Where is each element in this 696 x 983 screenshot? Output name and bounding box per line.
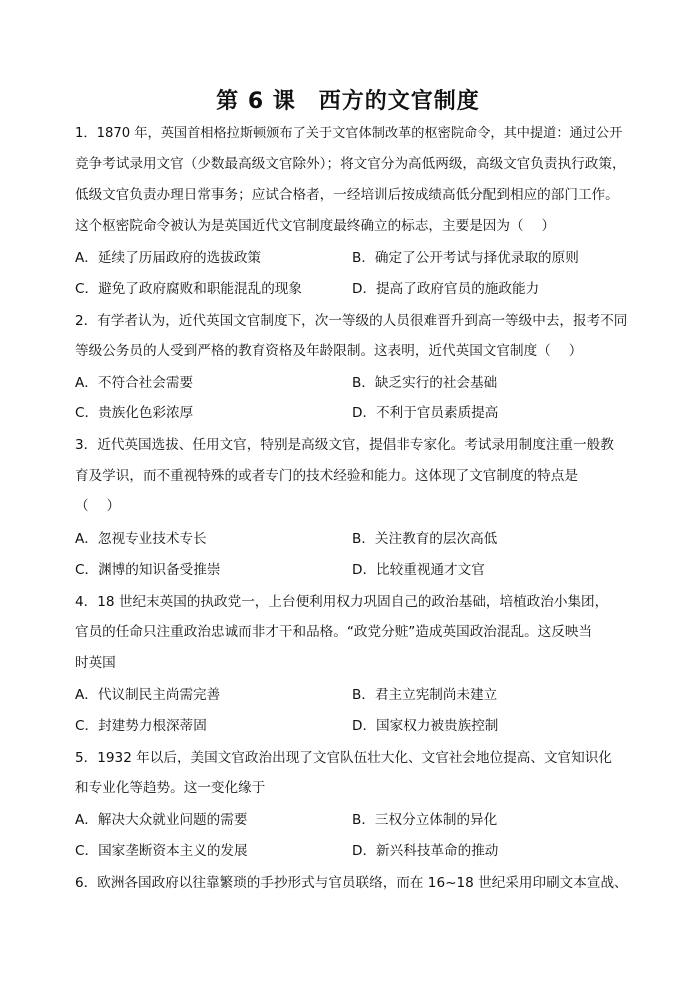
question-1-option-a: A．延续了历届政府的选拔政策 (75, 250, 262, 266)
question-3-line-1: 3．近代英国选拔、任用文官，特别是高级文官，提倡非专家化。考试录用制度注重一般教 (75, 437, 614, 453)
question-5-line-1: 5．1932 年以后，美国文官政治出现了文官队伍壮大化、文官社会地位提高、文官知识化 (75, 750, 612, 766)
question-3-option-c: C．渊博的知识备受推崇 (75, 562, 221, 578)
question-1-option-b: B．确定了公开考试与择优录取的原则 (352, 250, 579, 266)
question-5-line-2: 和专业化等趋势。这一变化缘于 (75, 780, 266, 796)
question-2-option-d: D．不利于官员素质提高 (352, 405, 499, 421)
question-4-option-d: D．国家权力被贵族控制 (352, 718, 499, 734)
question-3-option-a: A．忽视专业技术专长 (75, 531, 207, 547)
question-4-line-2: 官员的任命只注重政治忠诚而非才干和品格。“政党分赃”造成英国政治混乱。这反映当 (75, 624, 593, 640)
question-2-option-c: C．贵族化色彩浓厚 (75, 405, 194, 421)
question-6-line-1: 6．欧洲各国政府以往靠繁琐的手抄形式与官员联络，而在 16~18 世纪采用印刷文本宣战、 (75, 875, 628, 891)
question-5-option-c: C．国家垄断资本主义的发展 (75, 843, 248, 859)
question-4-option-a: A．代议制民主尚需完善 (75, 687, 221, 703)
question-4-line-3: 时英国 (75, 655, 116, 671)
question-1-line-2: 竞争考试录用文官（少数最高级文官除外）；将文官分为高低两级，高级文官负责执行政策， (75, 156, 626, 172)
question-4-option-b: B．君主立宪制尚未建立 (352, 687, 498, 703)
question-3-line-2: 育及学识，而不重视特殊的或者专门的技术经验和能力。这体现了文官制度的特点是 (75, 468, 578, 484)
question-2-option-b: B．缺乏实行的社会基础 (352, 375, 498, 391)
question-5-option-b: B．三权分立体制的异化 (352, 812, 498, 828)
question-1-line-4: 这个枢密院命令被认为是英国近代文官制度最终确立的标志，主要是因为（ ） (75, 218, 556, 234)
question-1-option-c: C．避免了政府腐败和职能混乱的现象 (75, 281, 302, 297)
question-3-option-b: B．关注教育的层次高低 (352, 531, 498, 547)
question-2-line-1: 2．有学者认为，近代英国文官制度下，次一等级的人员很难晋升到高一等级中去，报考不同 (75, 313, 628, 329)
question-2-option-a: A．不符合社会需要 (75, 375, 194, 391)
question-4-line-1: 4．18 世纪末英国的执政党一，上台便利用权力巩固自己的政治基础，培植政治小集团， (75, 594, 609, 610)
question-1-line-1: 1．1870 年，英国首相格拉斯顿颁布了关于文官体制改革的枢密院命令，其中提道：通过公开 (75, 126, 623, 141)
question-5-option-d: D．新兴科技革命的推动 (352, 843, 499, 859)
question-4-option-c: C．封建势力根深蒂固 (75, 718, 207, 734)
question-3-option-d: D．比较重视通才文官 (352, 562, 485, 578)
question-5-option-a: A．解决大众就业问题的需要 (75, 812, 248, 828)
question-1-option-d: D．提高了政府官员的施政能力 (352, 281, 540, 297)
page-title: 第 6 课 西方的文官制度 (216, 89, 480, 114)
question-3-line-3: （ ） (75, 498, 121, 514)
question-1-line-3: 低级文官负责办理日常事务；应试合格者，一经培训后按成绩高低分配到相应的部门工作。 (75, 187, 619, 203)
question-2-line-2: 等级公务员的人受到严格的教育资格及年龄限制。这表明，近代英国文官制度（ ） (75, 343, 583, 359)
